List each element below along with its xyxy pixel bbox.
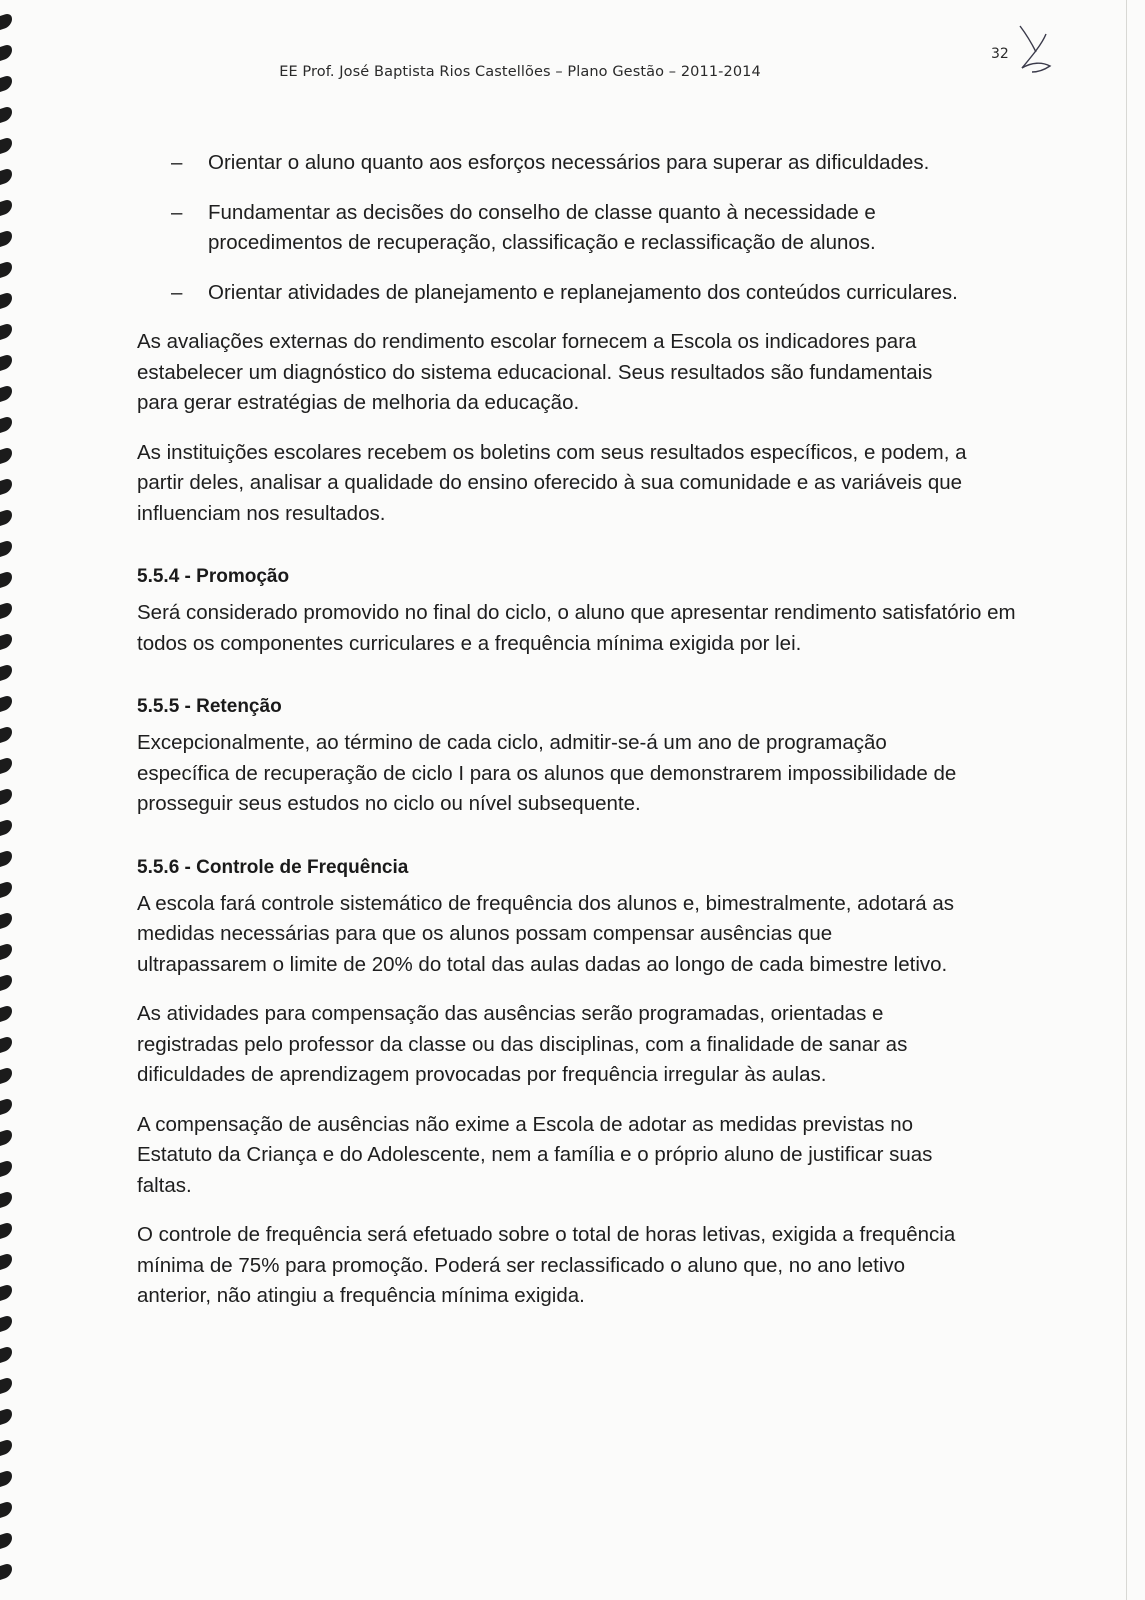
binding-ring — [0, 942, 12, 960]
page-number: 32 — [991, 46, 1009, 62]
binding-ring — [0, 539, 12, 557]
binding-ring — [0, 973, 12, 991]
bullet-dash: – — [171, 200, 183, 224]
bullet-item — [137, 198, 968, 259]
bullet-dash: – — [171, 280, 183, 304]
binding-ring — [0, 632, 12, 650]
paragraph-promocao: Será considerado promovido no final do ciclo, o aluno que apresentar rendimento satisfatório em todos os componentes curriculares e a frequência mínima exigida por lei. — [137, 601, 1016, 655]
binding-ring — [0, 477, 12, 495]
binding-ring — [0, 1221, 12, 1239]
paragraph-controle-sistematico: A escola fará controle sistemático de frequência dos alunos e, bimestralmente, adotará as medidas necessárias para que os alunos possam compensar ausências que ultrapassarem o limite de 20% do total das aulas dadas ao longo de cada bimestre letivo. — [137, 891, 955, 976]
binding-ring — [0, 229, 12, 247]
page-header: EE Prof. José Baptista Rios Castellões – Plano Gestão – 2011-2014 — [279, 64, 761, 80]
bullet-list — [137, 148, 1017, 308]
binding-ring — [0, 353, 12, 371]
paragraph-compensacao-atividades: As atividades para compensação das ausências serão programadas, orientadas e registradas pelo professor da classe ou das disciplinas, com a finalidade de sanar as dificuldades de aprendizagem provocadas por frequência irregular às aulas. — [137, 1002, 908, 1086]
bullet-text: Fundamentar as decisões do conselho de classe quanto à necessidade e procedimentos de recuperação, classificação e reclassificação de alunos. — [208, 200, 876, 254]
binding-ring — [0, 818, 12, 836]
document-body — [137, 148, 1017, 1331]
binding-ring — [0, 1438, 12, 1456]
binding-ring — [0, 136, 12, 154]
binding-ring — [0, 1345, 12, 1363]
binding-ring — [0, 1562, 12, 1580]
binding-ring — [0, 1004, 12, 1022]
binding-ring — [0, 663, 12, 681]
binding-ring — [0, 1283, 12, 1301]
handwritten-initials-mark — [1016, 22, 1056, 78]
binding-ring — [0, 694, 12, 712]
binding-ring — [0, 384, 12, 402]
binding-ring — [0, 167, 12, 185]
binding-ring — [0, 105, 12, 123]
binding-ring — [0, 198, 12, 216]
binding-ring — [0, 12, 12, 30]
section-heading-retencao: 5.5.5 - Retenção — [137, 696, 282, 717]
paragraph-compensacao-ausencias: A compensação de ausências não exime a Escola de adotar as medidas previstas no Estatuto da Criança e do Adolescente, nem a família e o próprio aluno de justificar suas faltas. — [137, 1112, 933, 1197]
binding-ring — [0, 291, 12, 309]
paragraph-school-bulletins: As instituições escolares recebem os boletins com seus resultados específicos, e podem, a partir deles, analisar a qualidade do ensino oferecido à sua comunidade e as variáveis que influenciam nos resultados. — [137, 440, 967, 525]
binding-ring — [0, 601, 12, 619]
binding-ring — [0, 1159, 12, 1177]
bullet-item — [137, 148, 968, 179]
bullet-item — [137, 278, 968, 309]
binding-ring — [0, 1097, 12, 1115]
bullet-text: Orientar atividades de planejamento e replanejamento dos conteúdos curriculares. — [208, 280, 958, 304]
binding-ring — [0, 446, 12, 464]
section-heading-controle-frequencia: 5.5.6 - Controle de Frequência — [137, 856, 409, 878]
binding-ring — [0, 1407, 12, 1425]
spiral-binding — [0, 0, 18, 1600]
binding-ring — [0, 1500, 12, 1518]
binding-ring — [0, 1190, 12, 1208]
binding-ring — [0, 880, 12, 898]
binding-ring — [0, 508, 12, 526]
binding-ring — [0, 570, 12, 588]
binding-ring — [0, 1035, 12, 1053]
paragraph-controle-horas-letivas: O controle de frequência será efetuado sobre o total de horas letivas, exigida a frequência mínima de 75% para promoção. Poderá ser reclassificado o aluno que, no ano letivo anterior, não atingiu a frequência mínima exigida. — [137, 1223, 956, 1307]
paragraph-external-evaluations: As avaliações externas do rendimento escolar fornecem a Escola os indicadores para estabelecer um diagnóstico do sistema educacional. Seus resultados são fundamentais para gerar estratégias de melhoria da educação. — [137, 330, 933, 414]
binding-ring — [0, 1376, 12, 1394]
binding-ring — [0, 911, 12, 929]
binding-ring — [0, 415, 12, 433]
binding-ring — [0, 1314, 12, 1332]
binding-ring — [0, 756, 12, 774]
binding-ring — [0, 725, 12, 743]
binding-ring — [0, 849, 12, 867]
binding-ring — [0, 1128, 12, 1146]
section-heading-promocao: 5.5.4 - Promoção — [137, 566, 290, 587]
binding-ring — [0, 260, 12, 278]
binding-ring — [0, 787, 12, 805]
bullet-dash: – — [171, 151, 183, 174]
bullet-text: Orientar o aluno quanto aos esforços necessários para superar as dificuldades. — [208, 151, 930, 174]
binding-ring — [0, 1469, 12, 1487]
paragraph-retencao: Excepcionalmente, ao término de cada ciclo, admitir-se-á um ano de programação específica de recuperação de ciclo I para os alunos que demonstrarem impossibilidade de prosseguir seus estudos no ciclo ou nível subsequente. — [137, 731, 957, 815]
binding-ring — [0, 1252, 12, 1270]
binding-ring — [0, 43, 12, 61]
binding-ring — [0, 1066, 12, 1084]
binding-ring — [0, 322, 12, 340]
page-edge — [1126, 0, 1127, 1600]
binding-ring — [0, 1531, 12, 1549]
